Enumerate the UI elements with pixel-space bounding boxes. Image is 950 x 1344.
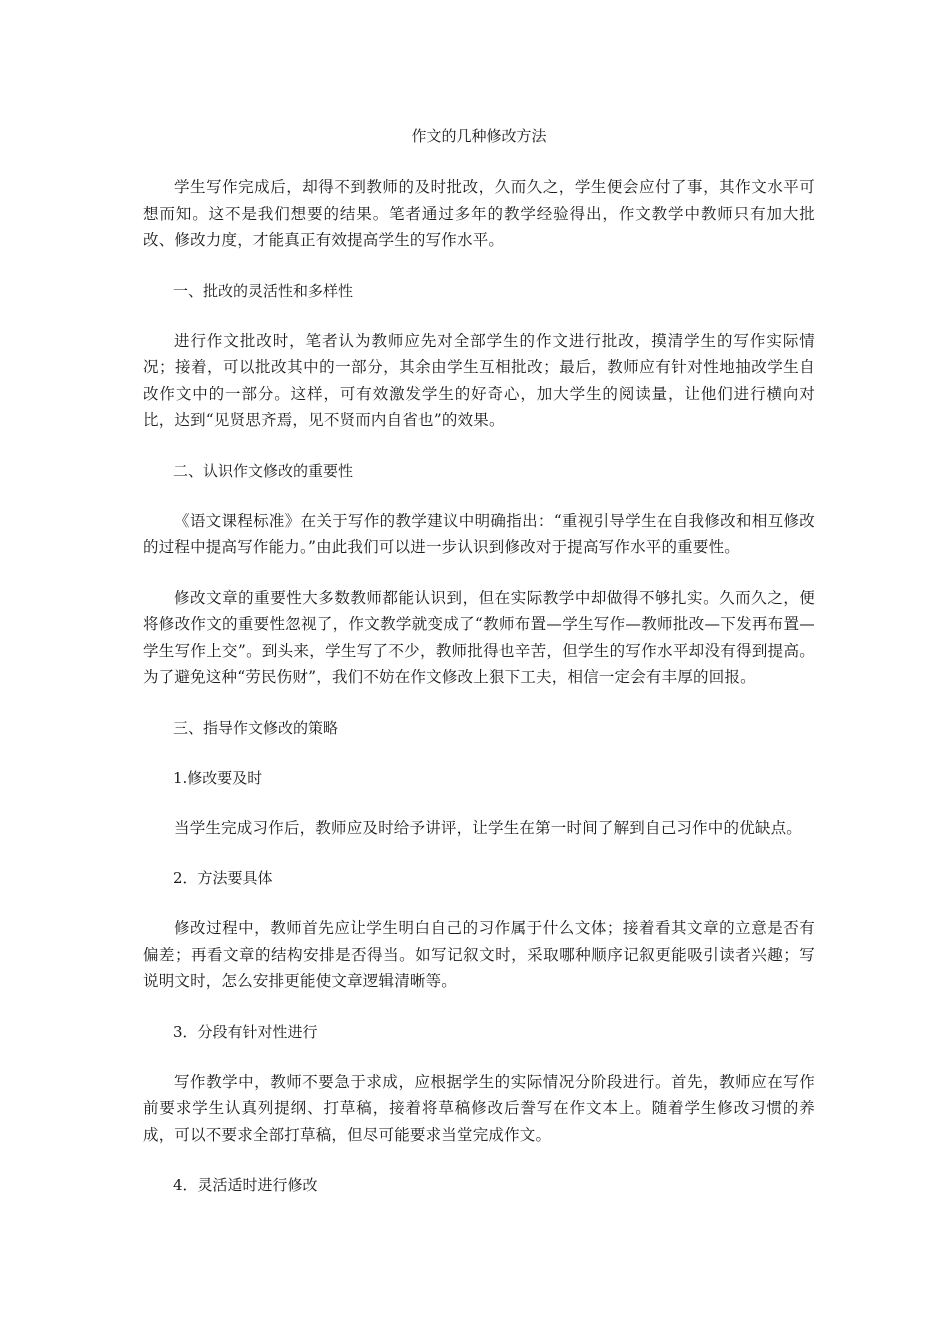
document-body — [143, 174, 815, 1198]
paragraph-section-1: 进行作文批改时，笔者认为教师应先对全部学生的作文进行批改，摸清学生的写作实际情况；接着，可以批改其中的一部分，其余由学生互相批改；最后，教师应有针对性地抽改学生自改作文中的一部分。这样，可有效激发学生的好奇心，加大学生的阅读量，让他们进行横向对比，达到“见贤思齐焉，见不贤而内自省也”的效果。 — [143, 331, 815, 429]
paragraph-3-3: 写作教学中，教师不要急于求成，应根据学生的实际情况分阶段进行。首先，教师应在写作前要求学生认真列提纲、打草稿，接着将草稿修改后誊写在作文本上。随着学生修改习惯的养成，可以不要求全部打草稿，但尽可能要求当堂完成作文。 — [143, 1072, 815, 1144]
paragraph-section-2b: 修改文章的重要性大多数教师都能认识到，但在实际教学中却做得不够扎实。久而久之，便将修改作文的重要性忽视了，作文教学就变成了“教师布置—学生写作—教师批改—下发再布置—学生写作上交”。到头来，学生写了不少，教师批得也辛苦，但学生的写作水平却没有得到提高。为了避免这种“劳民伤财”，我们不妨在作文修改上狠下工夫，相信一定会有丰厚的回报。 — [143, 588, 815, 686]
section-heading-2: 二、认识作文修改的重要性 — [173, 461, 354, 480]
subheading-3-4: 4．灵活适时进行修改 — [173, 1176, 318, 1194]
subheading-3-1: 1.修改要及时 — [173, 768, 263, 787]
paragraph-3-1: 当学生完成习作后，教师应及时给予讲评，让学生在第一时间了解到自己习作中的优缺点。 — [174, 818, 803, 837]
document-page — [143, 124, 815, 1222]
subheading-3-2: 2．方法要具体 — [173, 869, 273, 887]
paragraph-intro: 学生写作完成后，却得不到教师的及时批改，久而久之，学生便会应付了事，其作文水平可想而知。这不是我们想要的结果。笔者通过多年的教学经验得出，作文教学中教师只有加大批改、修改力度，才能真正有效提高学生的写作水平。 — [143, 178, 815, 249]
document-title: 作文的几种修改方法 — [411, 127, 547, 145]
subheading-3-3: 3．分段有针对性进行 — [173, 1022, 318, 1041]
section-heading-3: 三、指导作文修改的策略 — [173, 718, 339, 737]
section-heading-1: 一、批改的灵活性和多样性 — [173, 281, 354, 300]
paragraph-3-2: 修改过程中，教师首先应让学生明白自己的习作属于什么文体；接着看其文章的立意是否有偏差；再看文章的结构安排是否得当。如写记叙文时，采取哪种顺序记叙更能吸引读者兴趣；写说明文时，怎么安排更能使文章逻辑清晰等。 — [143, 919, 815, 990]
paragraph-section-2a: 《语文课程标准》在关于写作的教学建议中明确指出：“重视引导学生在自我修改和相互修改的过程中提高写作能力。”由此我们可以进一步认识到修改对于提高写作水平的重要性。 — [143, 511, 815, 556]
